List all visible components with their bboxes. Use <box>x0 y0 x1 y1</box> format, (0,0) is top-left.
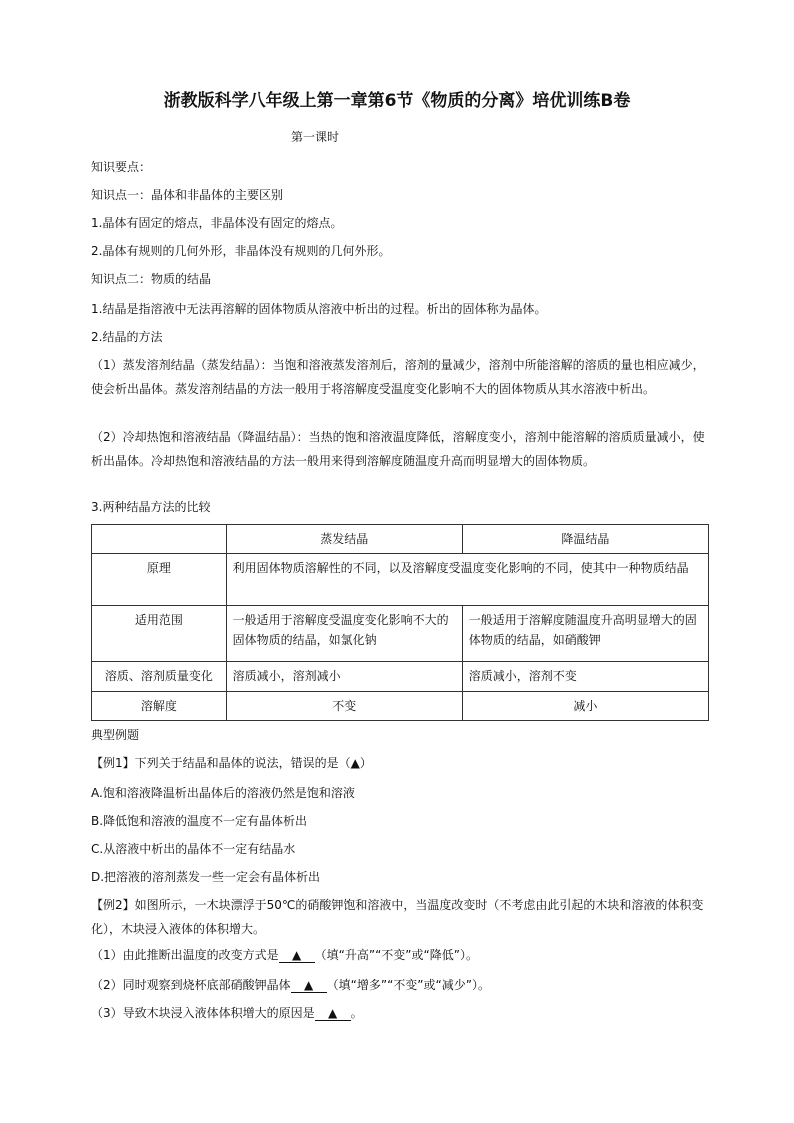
question-text: （3）导致木块浸入液体体积增大的原因是 <box>91 1006 315 1020</box>
table-cell: 利用固体物质溶解性的不同，以及溶解度受温度变化影响的不同，使其中一种物质结晶 <box>226 554 708 606</box>
kp2-item-1: 1.结晶是指溶液中无法再溶解的固体物质从溶液中析出的过程。析出的固体称为晶体。 <box>91 302 547 316</box>
examples-header: 典型例题 <box>91 728 140 742</box>
table-row <box>92 606 709 662</box>
kp1-title: 知识点一：晶体和非晶体的主要区别 <box>91 188 284 202</box>
answer-blank[interactable]: ▲ <box>279 948 315 963</box>
table-row <box>92 692 709 721</box>
question-text: 。 <box>350 1006 363 1020</box>
example-2-question-2 <box>91 978 490 993</box>
table-row-label: 适用范围 <box>92 606 227 662</box>
answer-blank[interactable]: ▲ <box>315 1006 351 1021</box>
kp1-item-1: 1.晶体有固定的熔点，非晶体没有固定的熔点。 <box>91 216 343 230</box>
table-cell: 一般适用于溶解度受温度变化影响不大的固体物质的结晶，如氯化钠 <box>226 606 462 662</box>
table-cell: 溶质减小，溶剂减小 <box>226 662 462 692</box>
example-1-option-b: B.降低饱和溶液的温度不一定有晶体析出 <box>91 814 308 828</box>
question-text: （填“增多”“不变”或“减少”）。 <box>326 978 490 992</box>
table-row <box>92 662 709 692</box>
kp2-title: 知识点二：物质的结晶 <box>91 272 212 286</box>
example-1-stem: 【例1】下列关于结晶和晶体的说法，错误的是（▲） <box>91 756 372 770</box>
table-row <box>92 525 709 554</box>
table-cell: 一般适用于溶解度随温度升高明显增大的固体物质的结晶，如硝酸钾 <box>462 606 708 662</box>
kp2-item-3: 3.两种结晶方法的比较 <box>91 500 211 514</box>
table-row <box>92 554 709 606</box>
example-1-option-a: A.饱和溶液降温析出晶体后的溶液仍然是饱和溶液 <box>91 786 355 800</box>
example-2-stem: 【例2】如图所示，一木块漂浮于50℃的硝酸钾饱和溶液中，当温度改变时（不考虑由此引起的木块和溶液的体积变化），木块浸入液体的体积增大。 <box>91 898 704 936</box>
table-header-evaporation: 蒸发结晶 <box>226 525 462 554</box>
example-1-option-d: D.把溶液的溶剂蒸发一些一定会有晶体析出 <box>91 870 321 884</box>
table-cell: 减小 <box>462 692 708 721</box>
key-points-header: 知识要点： <box>91 160 152 174</box>
question-text: （2）同时观察到烧杯底部硝酸钾晶体 <box>91 978 291 992</box>
document-title: 浙教版科学八年级上第一章第6节《物质的分离》培优训练B卷 <box>163 91 631 111</box>
question-text: （填“升高”“不变”或“降低”）。 <box>314 948 478 962</box>
example-2-question-3 <box>91 1006 363 1021</box>
example-2-question-1 <box>91 948 478 963</box>
lesson-subtitle: 第一课时 <box>290 130 339 144</box>
kp2-item-2: 2.结晶的方法 <box>91 330 163 344</box>
table-row-label: 溶解度 <box>92 692 227 721</box>
table-cell: 溶质减小，溶剂不变 <box>462 662 708 692</box>
question-text: （1）由此推断出温度的改变方式是 <box>91 948 279 962</box>
kp1-item-2: 2.晶体有规则的几何外形，非晶体没有规则的几何外形。 <box>91 244 391 258</box>
comparison-table <box>91 524 709 721</box>
table-row-label: 原理 <box>92 554 227 606</box>
table-cell: 不变 <box>226 692 462 721</box>
table-header-empty <box>92 525 227 554</box>
table-row-label: 溶质、溶剂质量变化 <box>92 662 227 692</box>
answer-blank[interactable]: ▲ <box>291 978 327 993</box>
kp2-evaporation-paragraph: （1）蒸发溶剂结晶（蒸发结晶）：当饱和溶液蒸发溶剂后，溶剂的量减少，溶剂中所能溶解的溶质的量也相应减少，使会析出晶体。蒸发溶剂结晶的方法一般用于将溶解度受温度变化影响不大的固体物质从其水溶液中析出。 <box>91 358 705 396</box>
table-header-cooling: 降温结晶 <box>462 525 708 554</box>
kp2-cooling-paragraph: （2）冷却热饱和溶液结晶（降温结晶）：当热的饱和溶液温度降低，溶解度变小，溶剂中能溶解的溶质质量减小，使析出晶体。冷却热饱和溶液结晶的方法一般用来得到溶解度随温度升高而明显增大的固体物质。 <box>91 430 705 468</box>
example-1-option-c: C.从溶液中析出的晶体不一定有结晶水 <box>91 842 296 856</box>
